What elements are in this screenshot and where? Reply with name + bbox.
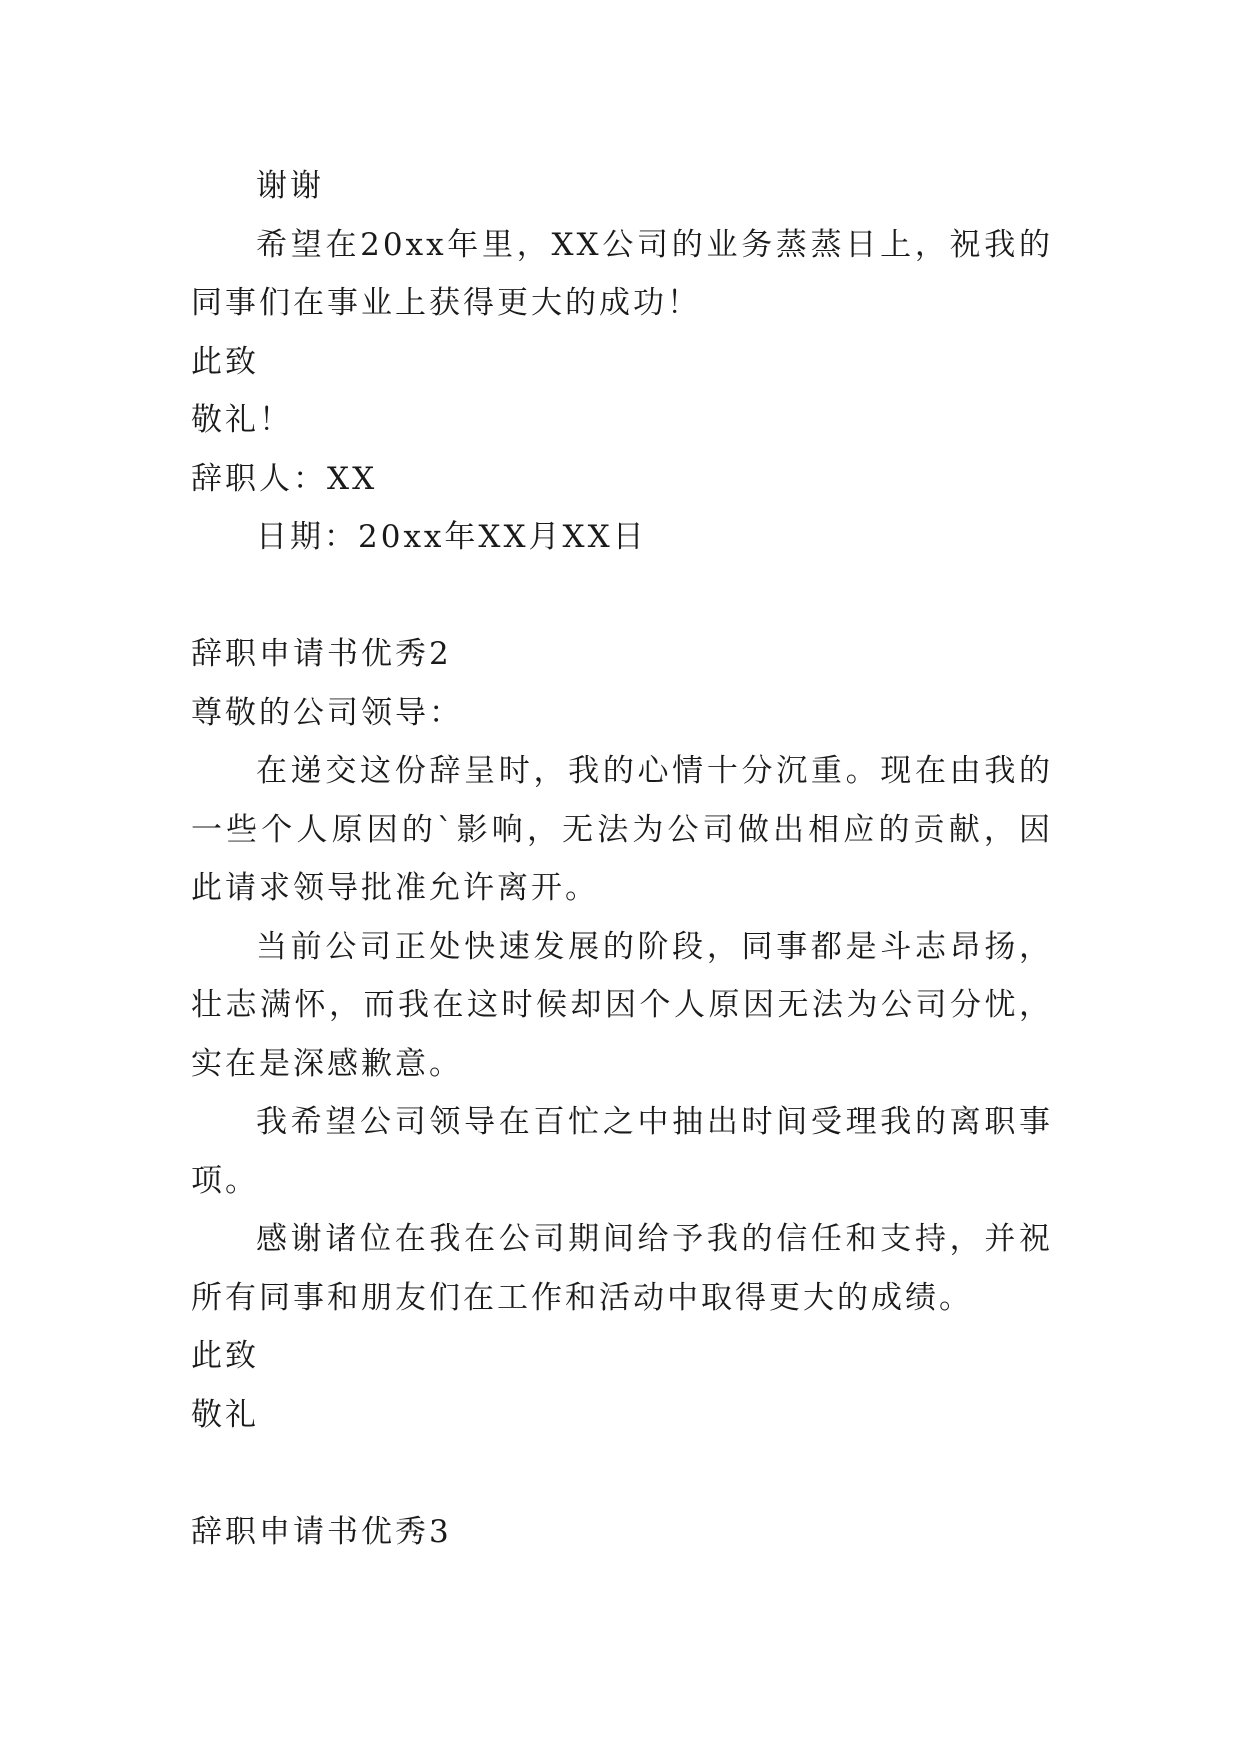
letter-2-title: 辞职申请书优秀2 bbox=[191, 636, 452, 672]
letter-2-paragraph-1: 在递交这份辞呈时，我的心情十分沉重。现在由我的一些个人原因的`影响，无法为公司做出相应的贡献，因此请求领导批准允许离开。 bbox=[191, 753, 1053, 906]
letter-2-paragraph-4: 感谢诸位在我在公司期间给予我的信任和支持，并祝所有同事和朋友们在工作和活动中取得更大的成绩。 bbox=[191, 1221, 1053, 1316]
document-body bbox=[191, 157, 1053, 1561]
letter-2-paragraph-2: 当前公司正处快速发展的阶段，同事都是斗志昂扬，壮志满怀，而我在这时候却因个人原因无法为公司分忧，实在是深感歉意。 bbox=[191, 928, 1053, 1082]
wishes-paragraph: 希望在20xx年里，XX公司的业务蒸蒸日上，祝我的同事们在事业上获得更大的成功！ bbox=[191, 226, 1053, 321]
salutation-line-1: 此致 bbox=[191, 343, 259, 380]
letter-2-greeting: 尊敬的公司领导： bbox=[191, 694, 463, 731]
salutation-line-2: 敬礼！ bbox=[191, 402, 293, 438]
letter-2-salutation-line-1: 此致 bbox=[191, 1338, 259, 1374]
signer-line: 辞职人：XX bbox=[191, 460, 378, 497]
date-line: 日期：20xx年XX月XX日 bbox=[256, 519, 647, 555]
section-spacer bbox=[191, 1444, 1053, 1503]
letter-2-paragraph-3: 我希望公司领导在百忙之中抽出时间受理我的离职事项。 bbox=[191, 1104, 1053, 1199]
letter-3-title: 辞职申请书优秀3 bbox=[191, 1513, 452, 1550]
letter-2-salutation-line-2: 敬礼 bbox=[191, 1396, 259, 1433]
section-spacer bbox=[191, 567, 1053, 626]
thanks-line: 谢谢 bbox=[256, 168, 324, 204]
